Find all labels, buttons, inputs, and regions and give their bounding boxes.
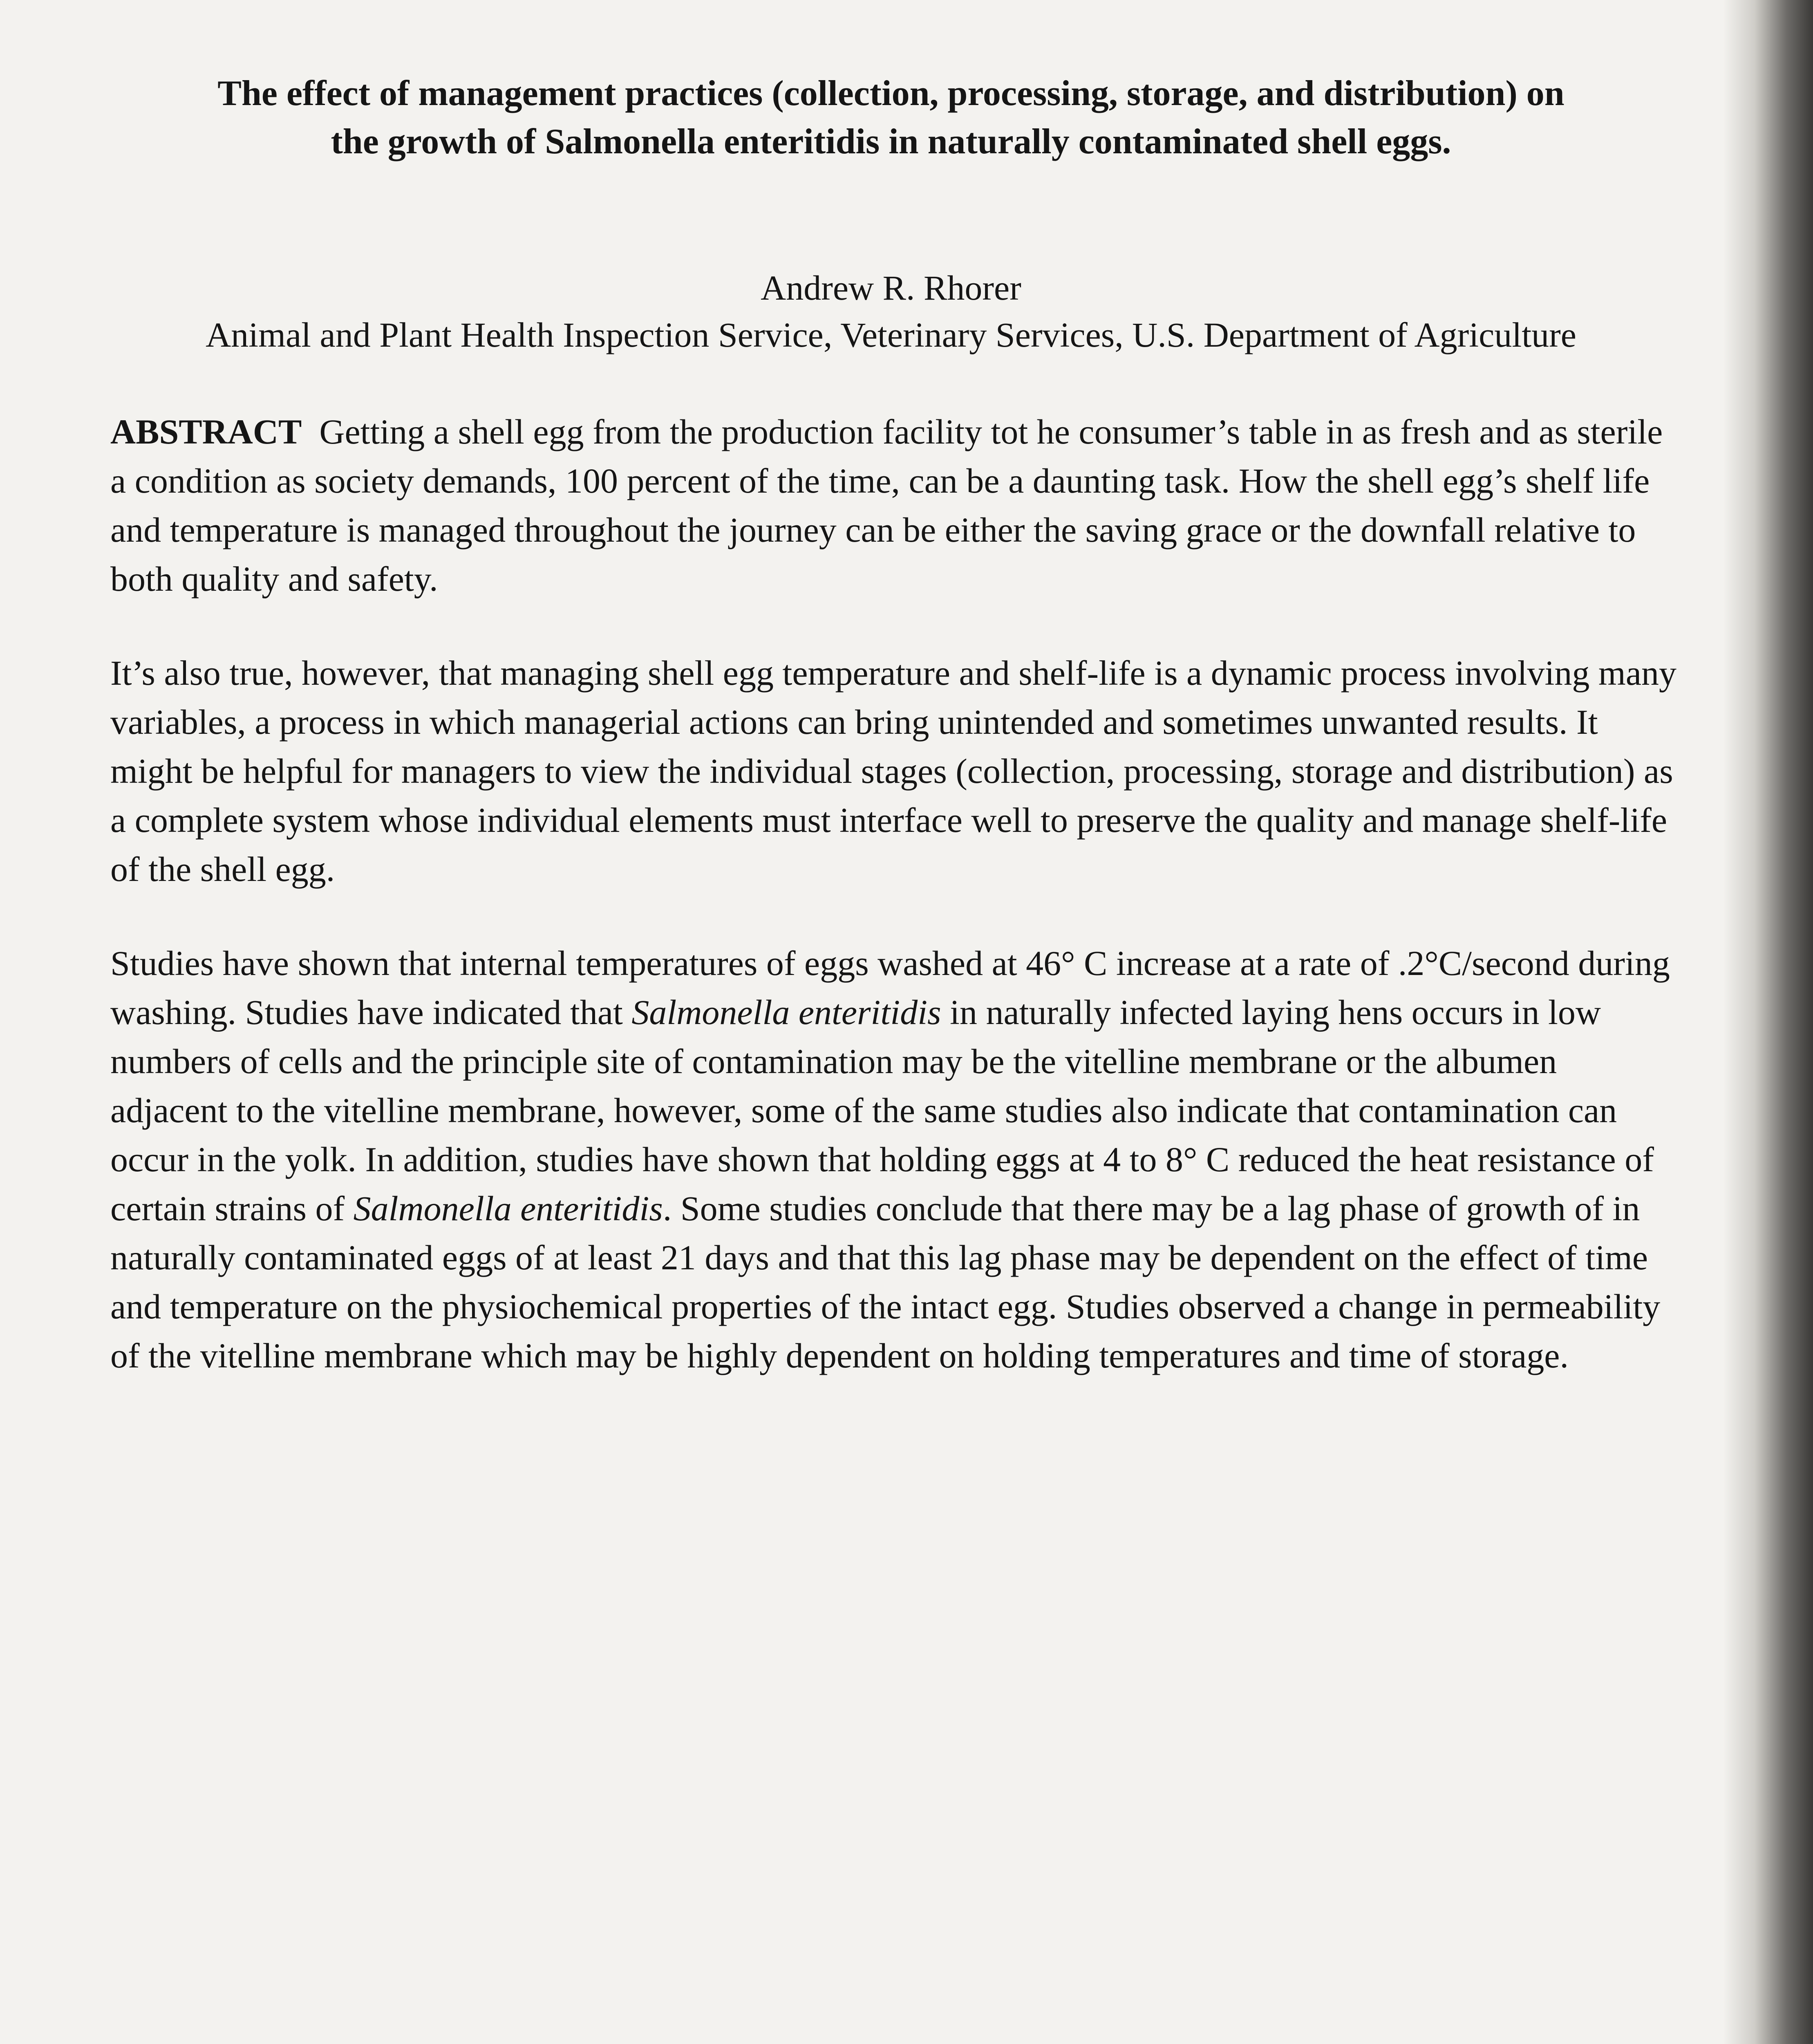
author-affiliation: Animal and Plant Health Inspection Service, Veterinary Services, U.S. Department of Agriculture <box>206 315 1576 354</box>
paragraph-3 <box>110 939 1680 1380</box>
paper-title <box>102 69 1680 166</box>
paragraph-3-part-2: in naturally infected laying hens occurs in low numbers of cells and the principle site of contamination may be the vitelline membrane or the albumen adjacent to the vitelline membrane, however, some of the same studies also indicate that contamination can occur in the yolk. In addition, studies have shown that holding eggs at 4 to 8° C reduced the heat resistance of certain strains of <box>110 993 1654 1228</box>
page-binding-shadow <box>1723 0 1813 2044</box>
title-line-1: The effect of management practices (collection, processing, storage, and distribution) on <box>217 74 1565 113</box>
paragraph-3-part-3: . Some studies conclude that there may be a lag phase of growth of in naturally contaminated eggs of at least 21 days and that this lag phase may be dependent on the effect of time and temperature on the physiochemical properties of the intact egg. Studies observed a change in permeability of the vitelline membrane which may be highly dependent on holding temperatures and time of storage. <box>110 1189 1661 1375</box>
paragraph-2: It’s also true, however, that managing shell egg temperature and shelf-life is a dynamic process involving many variables, a process in which managerial actions can bring unintended and sometimes unwanted results. It might be helpful for managers to view the individual stages (collection, processing, storage and distribution) as a complete system whose individual elements must interface well to preserve the quality and manage shelf-life of the shell egg. <box>110 653 1676 889</box>
paragraph-3-part-1: Studies have shown that internal temperatures of eggs washed at 46° C increase at a rate of .2°C/second during washing. Studies have indicated that <box>110 944 1670 1032</box>
paragraph-3-italic-1: Salmonella enteritidis <box>631 993 941 1032</box>
author-name: Andrew R. Rhorer <box>761 268 1021 307</box>
title-line-2: the growth of Salmonella enteritidis in naturally contaminated shell eggs. <box>331 122 1451 161</box>
abstract-paragraph <box>110 407 1680 603</box>
abstract-text: Getting a shell egg from the production facility tot he consumer’s table in as fresh and as sterile a condition as society demands, 100 percent of the time, can be a daunting task. How the shell egg’s shelf life and temperature is managed throughout the journey can be either the saving grace or the downfall relative to both quality and safety. <box>110 412 1663 598</box>
paragraph-3-italic-2: Salmonella enteritidis <box>353 1189 663 1228</box>
paper-page <box>102 69 1680 1425</box>
abstract-label: ABSTRACT <box>110 412 302 451</box>
